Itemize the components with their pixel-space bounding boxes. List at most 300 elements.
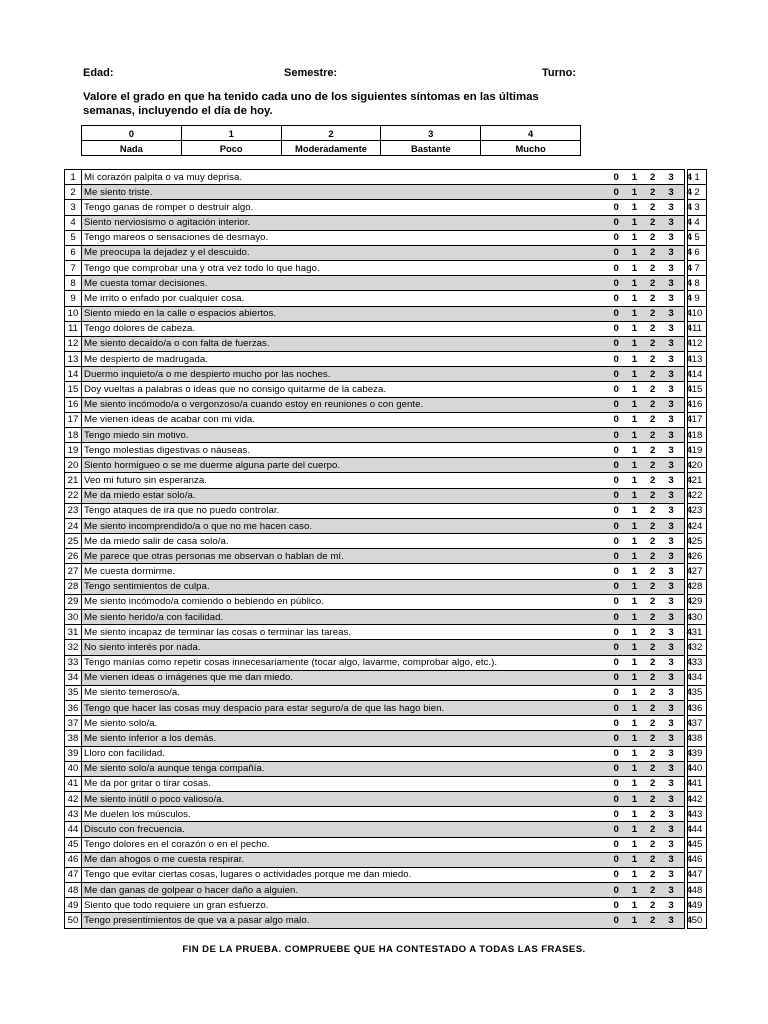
answer-option-1[interactable]: 1 [631,520,638,532]
answer-option-4[interactable]: 4 [686,520,693,532]
item-number: 16 [65,397,82,412]
answer-option-4[interactable]: 4 [686,535,693,547]
item-number: 2 [65,185,82,200]
answer-option-3[interactable]: 3 [668,732,674,744]
answer-option-3[interactable]: 3 [668,823,674,835]
item-text: Siento que todo requiere un gran esfuerzo. [84,899,269,911]
answer-option-1[interactable]: 1 [631,186,638,198]
answer-option-2[interactable]: 2 [650,490,656,502]
answer-option-3[interactable]: 3 [668,475,674,487]
answer-option-3[interactable]: 3 [668,808,674,820]
answer-option-1[interactable]: 1 [631,459,638,471]
item-number-right: 15 [688,382,707,397]
item-number: 38 [65,731,82,746]
answer-option-0[interactable]: 0 [613,383,619,395]
answer-option-2[interactable]: 2 [650,171,656,183]
answer-option-4[interactable]: 4 [686,338,693,350]
answer-option-3[interactable]: 3 [668,687,674,699]
answer-option-3[interactable]: 3 [668,247,674,259]
item-text: Me vienen ideas o imágenes que me dan miedo. [84,672,294,684]
answer-option-3[interactable]: 3 [668,292,674,304]
answer-option-0[interactable]: 0 [613,823,619,835]
item-row [65,458,707,473]
instructions: Valore el grado en que ha tenido cada uno de los siguientes síntomas en las últimas semanas, incluyendo el día de hoy. [83,91,539,117]
answer-option-1[interactable]: 1 [631,687,638,699]
answer-option-1[interactable]: 1 [631,368,638,380]
answer-option-2[interactable]: 2 [650,505,656,517]
answer-option-3[interactable]: 3 [668,277,674,289]
answer-option-1[interactable]: 1 [631,399,638,411]
answer-option-1[interactable]: 1 [631,292,638,304]
answer-option-1[interactable]: 1 [631,475,638,487]
item-text: Me siento solo/a. [84,717,158,729]
item-number-right: 44 [688,822,707,837]
answer-option-1[interactable]: 1 [631,657,638,669]
answer-option-0[interactable]: 0 [613,672,619,684]
answer-option-4[interactable]: 4 [686,217,693,229]
item-text: Mi corazón palpita o va muy deprisa. [84,171,243,183]
answer-option-2[interactable]: 2 [650,520,656,532]
answer-option-4[interactable]: 4 [686,763,693,775]
answer-option-0[interactable]: 0 [613,323,619,335]
answer-option-4[interactable]: 4 [686,641,693,653]
answer-option-3[interactable]: 3 [668,763,674,775]
answer-option-4[interactable]: 4 [686,596,693,608]
answer-option-0[interactable]: 0 [613,717,619,729]
answer-option-2[interactable]: 2 [650,217,656,229]
answer-option-2[interactable]: 2 [650,459,656,471]
item-row [65,625,707,640]
answer-option-4[interactable]: 4 [686,383,693,395]
answer-option-4[interactable]: 4 [686,732,693,744]
answer-option-2[interactable]: 2 [650,247,656,259]
answer-option-3[interactable]: 3 [668,353,674,365]
answer-option-0[interactable]: 0 [613,429,619,441]
answer-option-4[interactable]: 4 [686,854,693,866]
answer-option-1[interactable]: 1 [631,581,638,593]
answer-option-2[interactable]: 2 [650,839,656,851]
answer-option-3[interactable]: 3 [668,505,674,517]
answer-option-4[interactable]: 4 [686,884,693,896]
answer-option-2[interactable]: 2 [650,732,656,744]
item-text: Me irrito o enfado por cualquier cosa. [84,292,245,304]
answer-option-1[interactable]: 1 [631,763,638,775]
answer-option-3[interactable]: 3 [668,186,674,198]
answer-option-1[interactable]: 1 [631,839,638,851]
item-number: 20 [65,458,82,473]
answer-option-2[interactable]: 2 [650,353,656,365]
item-number-right: 49 [688,898,707,913]
answer-option-1[interactable]: 1 [631,535,638,547]
item-text: Tengo que evitar ciertas cosas, lugares o actividades porque me dan miedo. [84,869,412,881]
answer-option-0[interactable]: 0 [613,217,619,229]
answer-option-2[interactable]: 2 [650,581,656,593]
answer-option-2[interactable]: 2 [650,596,656,608]
item-row [65,534,707,549]
answer-option-0[interactable]: 0 [613,596,619,608]
answer-option-2[interactable]: 2 [650,232,656,244]
answer-option-0[interactable]: 0 [613,581,619,593]
answer-option-4[interactable]: 4 [686,399,693,411]
answer-option-4[interactable]: 4 [686,657,693,669]
answer-option-0[interactable]: 0 [613,884,619,896]
answer-option-2[interactable]: 2 [650,869,656,881]
answer-option-3[interactable]: 3 [668,414,674,426]
answer-option-3[interactable]: 3 [668,520,674,532]
answer-option-0[interactable]: 0 [613,505,619,517]
answer-option-0[interactable]: 0 [613,626,619,638]
answer-option-4[interactable]: 4 [686,808,693,820]
answer-option-2[interactable]: 2 [650,915,656,926]
answer-option-1[interactable]: 1 [631,171,638,183]
answer-option-3[interactable]: 3 [668,399,674,411]
item-text: Tengo molestias digestivas o náuseas. [84,444,251,456]
answer-option-1[interactable]: 1 [631,323,638,335]
answer-option-2[interactable]: 2 [650,793,656,805]
answer-option-4[interactable]: 4 [686,323,693,335]
answer-option-3[interactable]: 3 [668,672,674,684]
answer-option-3[interactable]: 3 [668,581,674,593]
answer-option-0[interactable]: 0 [613,338,619,350]
answer-option-3[interactable]: 3 [668,171,674,183]
answer-option-1[interactable]: 1 [631,566,638,578]
answer-option-0[interactable]: 0 [613,793,619,805]
answer-option-2[interactable]: 2 [650,338,656,350]
answer-option-4[interactable]: 4 [686,702,693,714]
answer-option-1[interactable]: 1 [631,748,638,760]
answer-option-0[interactable]: 0 [613,702,619,714]
answer-option-2[interactable]: 2 [650,444,656,456]
answer-option-0[interactable]: 0 [613,520,619,532]
answer-option-2[interactable]: 2 [650,854,656,866]
item-number: 14 [65,367,82,382]
item-row [65,852,707,867]
answer-option-1[interactable]: 1 [631,899,638,911]
answer-option-2[interactable]: 2 [650,308,656,320]
answer-option-1[interactable]: 1 [631,808,638,820]
answer-option-1[interactable]: 1 [631,869,638,881]
answer-option-2[interactable]: 2 [650,702,656,714]
answer-option-4[interactable]: 4 [686,353,693,365]
answer-option-0[interactable]: 0 [613,778,619,790]
answer-option-1[interactable]: 1 [631,353,638,365]
answer-option-1[interactable]: 1 [631,232,638,244]
item-number-right: 36 [688,701,707,716]
answer-option-4[interactable]: 4 [686,262,693,274]
answer-option-1[interactable]: 1 [631,732,638,744]
answer-option-4[interactable]: 4 [686,748,693,760]
answer-option-0[interactable]: 0 [613,277,619,289]
item-row [65,822,707,837]
answer-option-1[interactable]: 1 [631,915,638,926]
answer-option-4[interactable]: 4 [686,247,693,259]
item-row [65,503,707,518]
answer-option-3[interactable]: 3 [668,717,674,729]
answer-option-4[interactable]: 4 [686,490,693,502]
answer-option-4[interactable]: 4 [686,839,693,851]
item-number-right: 3 [688,200,707,215]
answer-option-4[interactable]: 4 [686,778,693,790]
answer-option-3[interactable]: 3 [668,490,674,502]
answer-option-1[interactable]: 1 [631,778,638,790]
answer-option-2[interactable]: 2 [650,383,656,395]
answer-option-0[interactable]: 0 [613,368,619,380]
answer-option-0[interactable]: 0 [613,732,619,744]
answer-option-1[interactable]: 1 [631,823,638,835]
scale-labels-row [82,141,581,156]
answer-option-4[interactable]: 4 [686,308,693,320]
answer-option-0[interactable]: 0 [613,201,619,213]
answer-option-4[interactable]: 4 [686,368,693,380]
item-text: Tengo sentimientos de culpa. [84,581,210,593]
answer-option-0[interactable]: 0 [613,186,619,198]
answer-option-0[interactable]: 0 [613,171,619,183]
answer-option-4[interactable]: 4 [686,292,693,304]
answer-option-2[interactable]: 2 [650,748,656,760]
answer-option-0[interactable]: 0 [613,444,619,456]
answer-option-3[interactable]: 3 [668,232,674,244]
answer-option-1[interactable]: 1 [631,854,638,866]
answer-option-1[interactable]: 1 [631,308,638,320]
answer-option-0[interactable]: 0 [613,899,619,911]
answer-option-0[interactable]: 0 [613,869,619,881]
answer-option-1[interactable]: 1 [631,717,638,729]
answer-option-0[interactable]: 0 [613,550,619,562]
answer-option-1[interactable]: 1 [631,793,638,805]
answer-option-4[interactable]: 4 [686,201,693,213]
answer-option-3[interactable]: 3 [668,217,674,229]
answer-option-1[interactable]: 1 [631,611,638,623]
answer-option-4[interactable]: 4 [686,611,693,623]
answer-option-3[interactable]: 3 [668,854,674,866]
item-number-right: 32 [688,640,707,655]
answer-option-0[interactable]: 0 [613,611,619,623]
answer-option-3[interactable]: 3 [668,308,674,320]
answer-option-0[interactable]: 0 [613,748,619,760]
item-number: 44 [65,822,82,837]
item-number: 39 [65,746,82,761]
answer-option-0[interactable]: 0 [613,414,619,426]
answer-option-4[interactable]: 4 [686,414,693,426]
answer-option-4[interactable]: 4 [686,566,693,578]
answer-option-4[interactable]: 4 [686,505,693,517]
answer-option-3[interactable]: 3 [668,657,674,669]
item-number: 18 [65,427,82,442]
answer-option-4[interactable]: 4 [686,459,693,471]
answer-option-1[interactable]: 1 [631,247,638,259]
answer-option-2[interactable]: 2 [650,672,656,684]
answer-option-2[interactable]: 2 [650,399,656,411]
answer-option-4[interactable]: 4 [686,232,693,244]
answer-option-3[interactable]: 3 [668,323,674,335]
item-text: Me siento inferior a los demás. [84,732,217,744]
item-number: 27 [65,564,82,579]
item-number-right: 26 [688,549,707,564]
answer-option-2[interactable]: 2 [650,611,656,623]
answer-option-0[interactable]: 0 [613,353,619,365]
item-row [65,488,707,503]
answer-option-3[interactable]: 3 [668,778,674,790]
answer-option-2[interactable]: 2 [650,201,656,213]
answer-option-0[interactable]: 0 [613,459,619,471]
answer-option-0[interactable]: 0 [613,915,619,926]
answer-option-1[interactable]: 1 [631,262,638,274]
answer-option-1[interactable]: 1 [631,626,638,638]
answer-option-3[interactable]: 3 [668,429,674,441]
answer-option-3[interactable]: 3 [668,702,674,714]
answer-option-2[interactable]: 2 [650,262,656,274]
answer-option-1[interactable]: 1 [631,641,638,653]
answer-option-1[interactable]: 1 [631,884,638,896]
answer-option-4[interactable]: 4 [686,915,693,926]
answer-option-1[interactable]: 1 [631,277,638,289]
item-number: 34 [65,670,82,685]
answer-option-4[interactable]: 4 [686,550,693,562]
answer-option-1[interactable]: 1 [631,217,638,229]
answer-option-4[interactable]: 4 [686,444,693,456]
answer-option-2[interactable]: 2 [650,368,656,380]
answer-option-1[interactable]: 1 [631,414,638,426]
answer-option-1[interactable]: 1 [631,383,638,395]
answer-option-1[interactable]: 1 [631,702,638,714]
item-number: 6 [65,245,82,260]
answer-option-4[interactable]: 4 [686,581,693,593]
answer-option-4[interactable]: 4 [686,717,693,729]
item-row [65,443,707,458]
answer-option-2[interactable]: 2 [650,823,656,835]
scale-label: Bastante [381,141,481,156]
answer-option-0[interactable]: 0 [613,490,619,502]
answer-option-3[interactable]: 3 [668,459,674,471]
answer-option-3[interactable]: 3 [668,535,674,547]
answer-option-3[interactable]: 3 [668,201,674,213]
item-number-right: 41 [688,776,707,791]
answer-option-2[interactable]: 2 [650,884,656,896]
answer-option-2[interactable]: 2 [650,277,656,289]
answer-option-2[interactable]: 2 [650,323,656,335]
answer-option-4[interactable]: 4 [686,823,693,835]
answer-option-0[interactable]: 0 [613,535,619,547]
answer-option-3[interactable]: 3 [668,566,674,578]
answer-option-2[interactable]: 2 [650,535,656,547]
item-number-right: 5 [688,230,707,245]
answer-option-0[interactable]: 0 [613,247,619,259]
answer-option-3[interactable]: 3 [668,338,674,350]
answer-option-4[interactable]: 4 [686,186,693,198]
answer-option-2[interactable]: 2 [650,641,656,653]
answer-option-0[interactable]: 0 [613,657,619,669]
answer-option-3[interactable]: 3 [668,839,674,851]
answer-option-1[interactable]: 1 [631,596,638,608]
scale-value: 4 [481,126,581,141]
answer-option-4[interactable]: 4 [686,277,693,289]
answer-option-3[interactable]: 3 [668,793,674,805]
answer-option-1[interactable]: 1 [631,444,638,456]
item-number-right: 13 [688,352,707,367]
answer-option-2[interactable]: 2 [650,808,656,820]
answer-option-4[interactable]: 4 [686,899,693,911]
answer-option-0[interactable]: 0 [613,399,619,411]
answer-option-2[interactable]: 2 [650,566,656,578]
answer-option-2[interactable]: 2 [650,292,656,304]
answer-option-0[interactable]: 0 [613,808,619,820]
answer-option-1[interactable]: 1 [631,429,638,441]
answer-option-2[interactable]: 2 [650,899,656,911]
answer-option-4[interactable]: 4 [686,672,693,684]
answer-option-3[interactable]: 3 [668,368,674,380]
item-number-right: 17 [688,412,707,427]
answer-option-0[interactable]: 0 [613,308,619,320]
answer-option-2[interactable]: 2 [650,626,656,638]
answer-option-4[interactable]: 4 [686,475,693,487]
answer-option-1[interactable]: 1 [631,490,638,502]
item-text: Tengo dolores de cabeza. [84,323,196,335]
answer-option-0[interactable]: 0 [613,475,619,487]
answer-option-1[interactable]: 1 [631,505,638,517]
answer-option-1[interactable]: 1 [631,550,638,562]
answer-option-0[interactable]: 0 [613,232,619,244]
answer-option-0[interactable]: 0 [613,687,619,699]
answer-option-3[interactable]: 3 [668,884,674,896]
answer-option-2[interactable]: 2 [650,429,656,441]
answer-option-2[interactable]: 2 [650,550,656,562]
answer-option-0[interactable]: 0 [613,839,619,851]
answer-option-3[interactable]: 3 [668,550,674,562]
answer-option-3[interactable]: 3 [668,899,674,911]
item-number: 30 [65,609,82,624]
answer-option-2[interactable]: 2 [650,687,656,699]
answer-option-2[interactable]: 2 [650,186,656,198]
answer-option-3[interactable]: 3 [668,626,674,638]
answer-option-3[interactable]: 3 [668,611,674,623]
answer-option-1[interactable]: 1 [631,338,638,350]
answer-option-2[interactable]: 2 [650,657,656,669]
answer-option-0[interactable]: 0 [613,641,619,653]
answer-option-2[interactable]: 2 [650,475,656,487]
answer-option-2[interactable]: 2 [650,763,656,775]
answer-option-2[interactable]: 2 [650,717,656,729]
answer-option-1[interactable]: 1 [631,201,638,213]
answer-option-0[interactable]: 0 [613,262,619,274]
answer-option-4[interactable]: 4 [686,626,693,638]
answer-option-3[interactable]: 3 [668,869,674,881]
answer-option-4[interactable]: 4 [686,793,693,805]
item-text: Me siento incomprendido/a o que no me hacen caso. [84,520,313,532]
answer-option-2[interactable]: 2 [650,414,656,426]
answer-option-0[interactable]: 0 [613,566,619,578]
answer-option-3[interactable]: 3 [668,444,674,456]
answer-option-0[interactable]: 0 [613,292,619,304]
answer-option-0[interactable]: 0 [613,763,619,775]
answer-option-3[interactable]: 3 [668,915,674,926]
answer-option-4[interactable]: 4 [686,429,693,441]
item-row [65,913,707,928]
item-text: Duermo inquieto/a o me despierto mucho por las noches. [84,368,331,380]
answer-option-3[interactable]: 3 [668,262,674,274]
answer-option-3[interactable]: 3 [668,748,674,760]
answer-option-2[interactable]: 2 [650,778,656,790]
answer-option-4[interactable]: 4 [686,687,693,699]
item-number-right: 45 [688,837,707,852]
answer-option-3[interactable]: 3 [668,383,674,395]
answer-option-3[interactable]: 3 [668,641,674,653]
answer-option-1[interactable]: 1 [631,672,638,684]
answer-option-4[interactable]: 4 [686,869,693,881]
answer-option-0[interactable]: 0 [613,854,619,866]
item-text: Me da miedo estar solo/a. [84,490,196,502]
answer-option-4[interactable]: 4 [686,171,693,183]
answer-option-3[interactable]: 3 [668,596,674,608]
